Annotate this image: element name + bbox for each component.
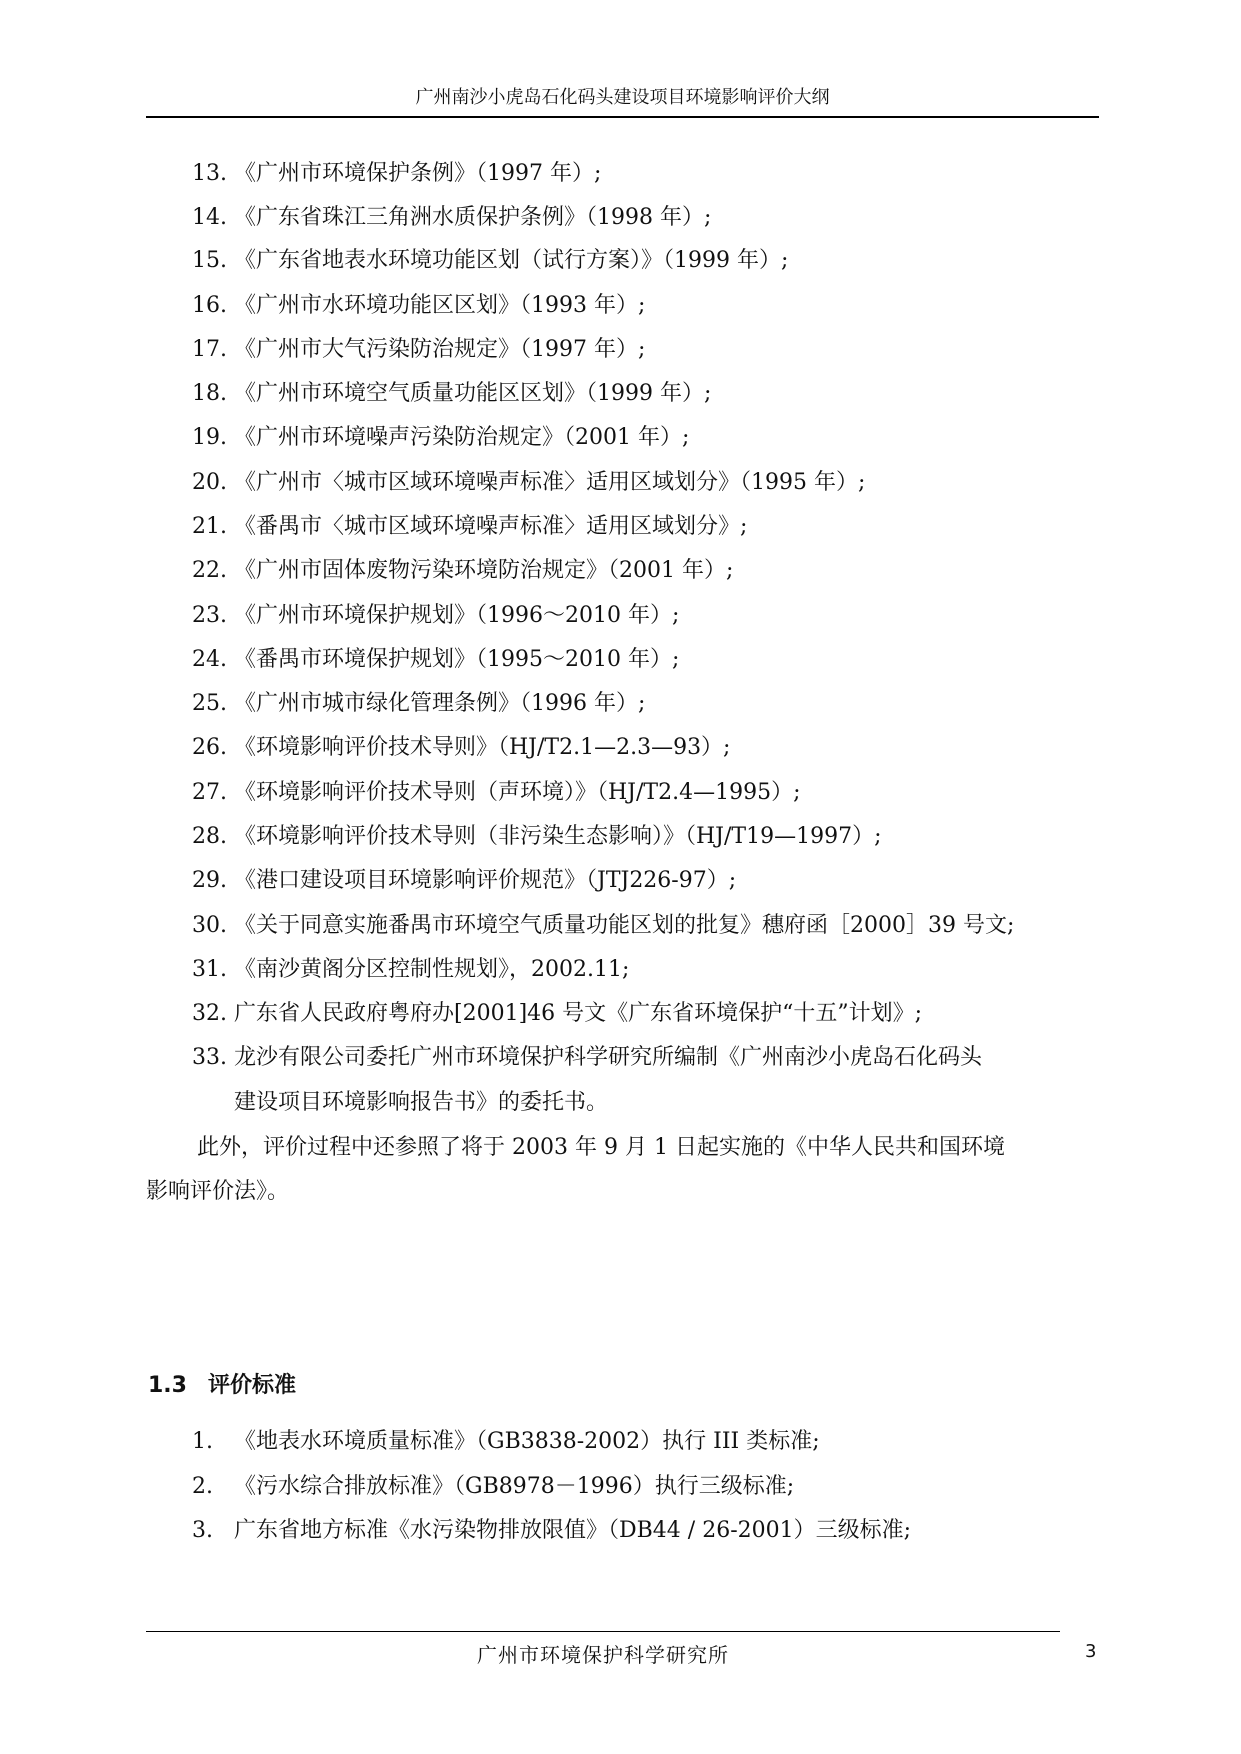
item-text: 《污水综合排放标准》（GB8978－1996）执行三级标准; — [234, 1474, 795, 1499]
list-item — [192, 290, 1092, 322]
item-text: 《广州市环境保护条例》（1997 年）; — [234, 161, 602, 186]
item-text: 《环境影响评价技术导则》（HJ/T2.1—2.3—93）; — [234, 735, 731, 760]
item-text: 《广州市水环境功能区区划》（1993 年）; — [234, 293, 646, 318]
item-text: 《地表水环境质量标准》（GB3838-2002）执行 III 类标准; — [234, 1429, 820, 1454]
section-number: 1.3 — [148, 1373, 187, 1398]
list-item — [192, 1471, 1092, 1503]
note-paragraph-line: 此外，评价过程中还参照了将于 2003 年 9 月 1 日起实施的《中华人民共和国环境 — [197, 1135, 1005, 1160]
item-number: 25. — [192, 691, 227, 716]
note-paragraph-line: 影响评价法》。 — [146, 1179, 290, 1204]
item-text: 《关于同意实施番禺市环境空气质量功能区划的批复》穗府函［2000］39 号文; — [234, 913, 1015, 938]
item-text: 《广州市固体废物污染环境防治规定》（2001 年）; — [234, 558, 734, 583]
item-number: 19. — [192, 425, 227, 450]
item-number: 32. — [192, 1001, 227, 1026]
item-text: 《广东省地表水环境功能区划（试行方案）》（1999 年）; — [234, 248, 789, 273]
item-number: 24. — [192, 647, 227, 672]
list-item — [192, 158, 1092, 190]
list-item — [192, 644, 1092, 676]
item-text: 《广州市环境空气质量功能区区划》（1999 年）; — [234, 381, 712, 406]
item-text: 广东省地方标准《水污染物排放限值》（DB44 / 26-2001）三级标准; — [234, 1518, 912, 1543]
list-item — [192, 245, 1092, 277]
list-item — [192, 688, 1092, 720]
list-item — [192, 1426, 1092, 1458]
page-number: 3 — [1085, 1641, 1097, 1662]
section-heading — [148, 1370, 296, 1402]
item-text: 《广州市环境噪声污染防治规定》（2001 年）; — [234, 425, 690, 450]
item-number: 2. — [192, 1474, 213, 1499]
list-item-continuation: 建设项目环境影响报告书》的委托书。 — [234, 1090, 609, 1115]
item-text: 《环境影响评价技术导则（非污染生态影响）》（HJ/T19—1997）; — [234, 824, 882, 849]
item-number: 1. — [192, 1429, 213, 1454]
item-number: 27. — [192, 780, 227, 805]
list-item — [192, 910, 1092, 942]
list-item — [192, 1042, 1092, 1074]
list-item — [192, 777, 1092, 809]
footer-organization: 广州市环境保护科学研究所 — [477, 1643, 729, 1667]
list-item — [192, 511, 1092, 543]
item-text: 《港口建设项目环境影响评价规范》（JTJ226-97）; — [234, 868, 737, 893]
item-number: 21. — [192, 514, 227, 539]
item-text: 广东省人民政府粤府办[2001]46 号文《广东省环境保护“十五”计划》; — [234, 1001, 923, 1026]
item-text: 《环境影响评价技术导则（声环境）》（HJ/T2.4—1995）; — [234, 780, 801, 805]
item-number: 18. — [192, 381, 227, 406]
document-title: 广州南沙小虎岛石化码头建设项目环境影响评价大纲 — [415, 87, 830, 108]
item-text: 《广州市城市绿化管理条例》（1996 年）; — [234, 691, 646, 716]
item-number: 33. — [192, 1045, 227, 1070]
item-number: 26. — [192, 735, 227, 760]
item-text: 《广州市〈城市区域环境噪声标准〉适用区域划分》（1995 年）; — [234, 470, 866, 495]
section-title: 评价标准 — [208, 1373, 297, 1398]
item-number: 28. — [192, 824, 227, 849]
item-number: 15. — [192, 248, 227, 273]
list-item — [192, 1515, 1092, 1547]
list-item — [192, 202, 1092, 234]
footer-divider — [146, 1631, 1060, 1632]
item-text: 龙沙有限公司委托广州市环境保护科学研究所编制《广州南沙小虎岛石化码头 — [234, 1045, 983, 1070]
list-item — [192, 422, 1092, 454]
list-item — [192, 821, 1092, 853]
list-item — [192, 954, 1092, 986]
item-number: 23. — [192, 603, 227, 628]
list-item — [192, 865, 1092, 897]
item-number: 13. — [192, 161, 227, 186]
list-item — [192, 334, 1092, 366]
item-number: 20. — [192, 470, 227, 495]
item-text: 《广州市大气污染防治规定》（1997 年）; — [234, 337, 646, 362]
list-item — [192, 732, 1092, 764]
item-number: 29. — [192, 868, 227, 893]
item-text: 《广州市环境保护规划》（1996～2010 年）; — [234, 603, 680, 628]
item-number: 31. — [192, 957, 227, 982]
item-text: 《番禺市〈城市区域环境噪声标准〉适用区域划分》; — [234, 514, 748, 539]
item-number: 22. — [192, 558, 227, 583]
item-text: 《番禺市环境保护规划》（1995～2010 年）; — [234, 647, 680, 672]
item-number: 17. — [192, 337, 227, 362]
item-text: 《广东省珠江三角洲水质保护条例》（1998 年）; — [234, 205, 712, 230]
item-number: 30. — [192, 913, 227, 938]
list-item — [192, 555, 1092, 587]
list-item — [192, 467, 1092, 499]
list-item — [192, 998, 1092, 1030]
item-number: 16. — [192, 293, 227, 318]
item-number: 3. — [192, 1518, 213, 1543]
item-number: 14. — [192, 205, 227, 230]
header-divider — [146, 116, 1099, 118]
list-item — [192, 600, 1092, 632]
item-text: 《南沙黄阁分区控制性规划》，2002.11; — [234, 957, 630, 982]
list-item — [192, 378, 1092, 410]
